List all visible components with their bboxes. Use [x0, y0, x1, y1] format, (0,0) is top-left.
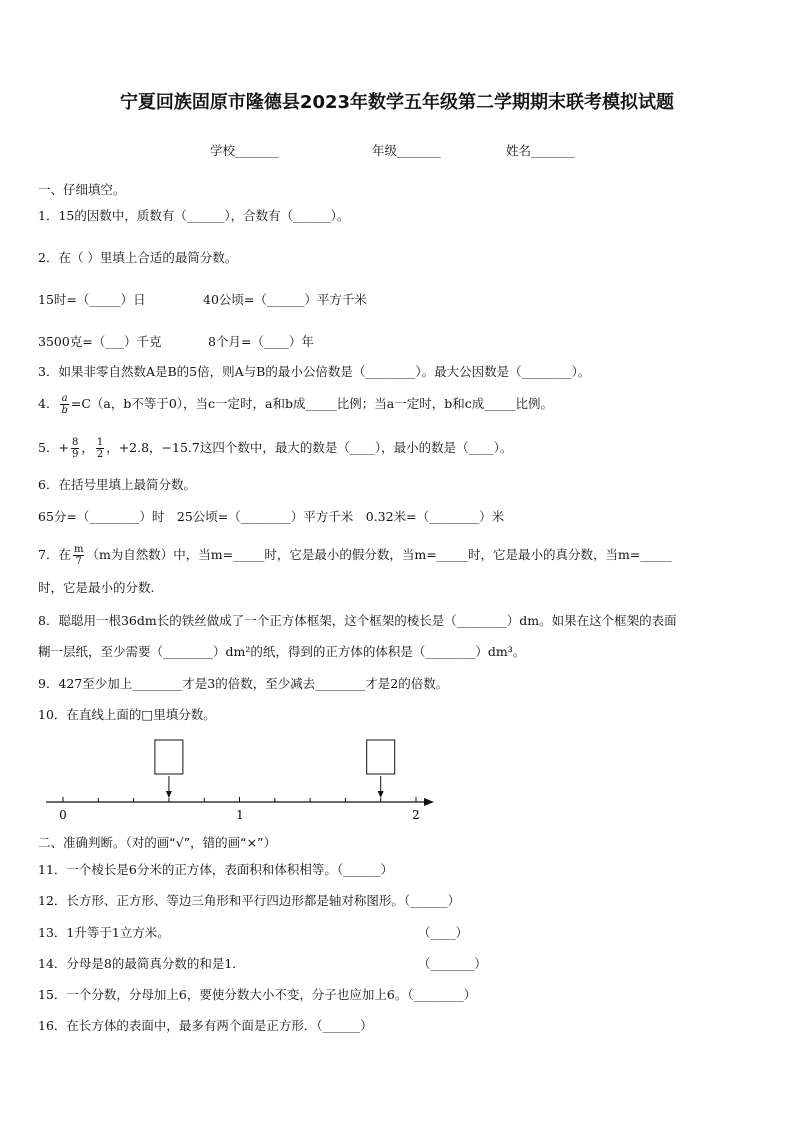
question-13-answer[interactable]: （____） [418, 925, 469, 940]
question-2-part-d: 8个月=（____）年 [208, 334, 314, 349]
fraction-m-7 [73, 544, 84, 567]
question-7 [38, 544, 672, 567]
answer-box[interactable] [155, 740, 183, 774]
question-2: 2．在（ ）里填上合适的最简分数。 [38, 250, 238, 265]
plus-sign: + [58, 440, 69, 455]
page-title: 宁夏回族固原市隆德县2023年数学五年级第二学期期末联考模拟试题 [119, 92, 675, 113]
question-7-text: （m为自然数）中，当m=_____时，它是最小的假分数，当m=_____时，它是最小的真分数，当m=_____ [86, 547, 672, 562]
question-5 [38, 437, 512, 460]
question-6-items: 65分=（________）时 25公顷=（________）平方千米 0.32米=（________）米 [38, 509, 505, 524]
fraction-8-9 [71, 437, 79, 460]
question-3: 3．如果非零自然数A是B的5倍，则A与B的最小公倍数是（________）。最大公因数是（________）。 [38, 364, 591, 379]
grade-field[interactable]: 年级_______ [372, 143, 441, 158]
fraction-a-over-b [60, 393, 68, 416]
tick-label-1: 1 [236, 808, 244, 822]
fraction-denominator: 7 [75, 556, 82, 567]
answer-box[interactable] [367, 740, 395, 774]
question-1: 1．15的因数中，质数有（______），合数有（______）。 [38, 208, 350, 223]
question-4-number: 4． [38, 396, 59, 411]
question-7-number: 7．在 [38, 547, 71, 562]
number-line-arrowhead [424, 798, 434, 806]
question-2-part-c: 3500克=（___）千克 [38, 334, 162, 349]
question-10: 10．在直线上面的□里填分数。 [38, 707, 216, 722]
fraction-numerator: 8 [71, 437, 79, 448]
number-line [38, 735, 438, 825]
question-11: 11．一个棱长是6分米的正方体，表面积和体积相等。（______） [38, 862, 394, 877]
fraction-numerator: m [73, 544, 84, 555]
fraction-denominator: 9 [71, 449, 79, 460]
question-12: 12．长方形、正方形、等边三角形和平行四边形都是轴对称图形。（______） [38, 893, 461, 908]
section-2-heading: 二、准确判断。（对的画“√”，错的画“×”） [38, 835, 277, 850]
number-line-answer-boxes [155, 740, 395, 798]
name-field[interactable]: 姓名_______ [506, 143, 575, 158]
question-2-part-a: 15时=（_____）日 [38, 292, 146, 307]
question-2-part-b: 40公顷=（______）平方千米 [203, 292, 367, 307]
fraction-denominator: 2 [96, 449, 104, 460]
fraction-1-2 [96, 437, 104, 460]
question-4 [38, 393, 553, 416]
tick-label-0: 0 [59, 808, 67, 822]
question-14-answer[interactable]: （_______） [418, 956, 487, 971]
comma: ， [81, 440, 94, 455]
question-8-line-2: 糊一层纸，至少需要（________）dm²的纸，得到的正方体的体积是（________）dm³。 [38, 644, 526, 659]
fraction-numerator: 1 [96, 437, 104, 448]
question-5-text: ，+2.8，−15.7这四个数中，最大的数是（____），最小的数是（____）。 [106, 440, 513, 455]
question-13: 13．1升等于1立方米。 [38, 925, 170, 940]
section-1-heading: 一、仔细填空。 [38, 182, 126, 197]
question-5-number: 5． [38, 440, 59, 455]
question-8-line-1: 8．聪聪用一根36dm长的铁丝做成了一个正方体框架，这个框架的棱长是（________）dm。如果在这个框架的表面 [38, 613, 677, 628]
fraction-denominator: b [61, 405, 68, 416]
question-15: 15．一个分数，分母加上6，要使分数大小不变，分子也应加上6。（________） [38, 987, 477, 1002]
question-9: 9．427至少加上________才是3的倍数，至少减去________才是2的倍数。 [38, 676, 449, 691]
tick-label-2: 2 [412, 808, 420, 822]
school-field[interactable]: 学校_______ [210, 143, 279, 158]
question-6: 6．在括号里填上最简分数。 [38, 477, 196, 492]
question-16: 16．在长方体的表面中，最多有两个面是正方形．（______） [38, 1018, 373, 1033]
question-14: 14．分母是8的最简真分数的和是1． [38, 956, 245, 971]
pointer-arrowhead [378, 791, 384, 798]
pointer-arrowhead [166, 791, 172, 798]
question-4-text: =C（a，b不等于0），当c一定时，a和b成_____比例；当a一定时，b和c成_____比例。 [70, 396, 553, 411]
number-line-ticks [63, 797, 416, 802]
fraction-numerator: a [61, 393, 68, 404]
question-7-continued: 时，它是最小的分数. [38, 580, 155, 595]
